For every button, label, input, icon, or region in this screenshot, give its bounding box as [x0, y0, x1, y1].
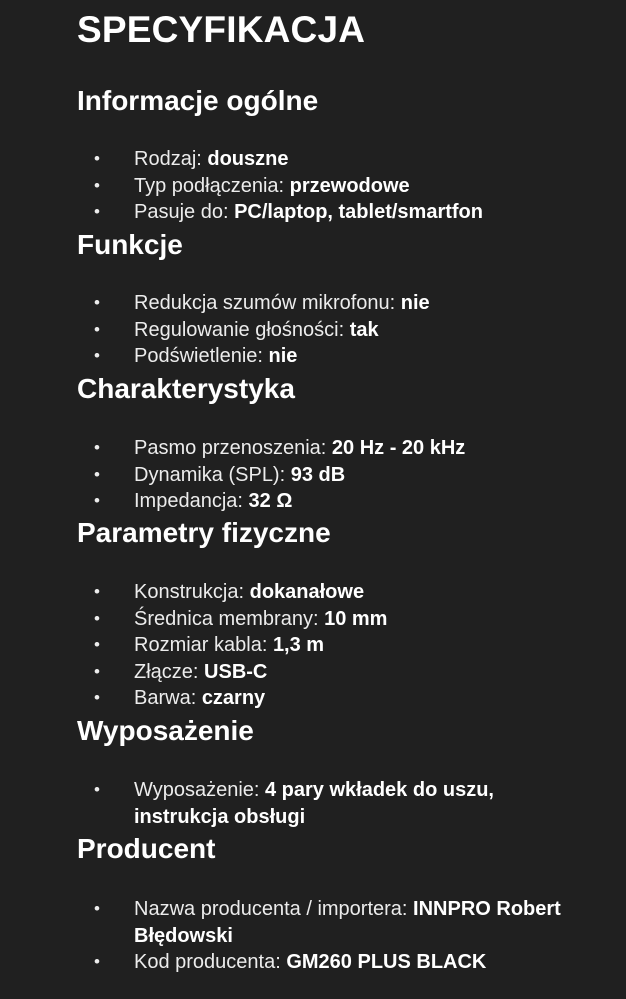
spec-value: 1,3 m	[272, 634, 325, 657]
spec-value: PC/laptop, tablet/smartfon	[234, 201, 483, 224]
spec-value: douszne	[207, 148, 289, 170]
list-item	[0, 199, 626, 226]
spec-label: Średnica membrany:	[134, 607, 325, 630]
spec-label: Rozmiar kabla:	[134, 634, 273, 657]
page-title: SPECYFIKACJA	[77, 9, 366, 50]
spec-label: Podświetlenie:	[134, 345, 269, 368]
list-item	[0, 896, 626, 949]
spec-value: nie	[400, 292, 430, 314]
spec-value: dokanałowe	[249, 581, 365, 603]
spec-label: Redukcja szumów mikrofonu:	[134, 292, 401, 314]
spec-value: GM260 PLUS BLACK	[286, 951, 487, 974]
spec-value: 32 Ω	[248, 490, 293, 513]
list-item	[0, 579, 626, 606]
spec-label: Barwa:	[134, 687, 202, 710]
section-heading-physical: Parametry fizyczne	[77, 517, 331, 548]
list-item	[0, 606, 626, 633]
spec-value: USB-C	[204, 660, 268, 683]
list-item	[0, 146, 626, 173]
section-heading-equipment: Wyposażenie	[77, 715, 254, 746]
list-item	[0, 659, 626, 686]
list-item	[0, 488, 626, 515]
list-item	[0, 462, 626, 489]
spec-label: Pasuje do:	[134, 201, 235, 224]
spec-value: czarny	[201, 687, 266, 710]
spec-label: Dynamika (SPL):	[134, 463, 291, 486]
spec-list-physical	[0, 579, 626, 712]
section-heading-functions: Funkcje	[77, 229, 183, 260]
list-item	[0, 685, 626, 712]
spec-label: Rodzaj:	[134, 148, 208, 170]
section-heading-general: Informacje ogólne	[77, 85, 319, 116]
spec-list-general	[0, 146, 626, 226]
spec-label: Pasmo przenoszenia:	[134, 437, 332, 459]
spec-list-characteristics	[0, 435, 626, 515]
list-item	[0, 317, 626, 344]
spec-list-functions	[0, 290, 626, 370]
spec-value: 20 Hz - 20 kHz	[331, 437, 466, 459]
spec-value: 4 pary wkładek do uszu, instrukcja obsługi	[134, 779, 494, 828]
spec-value: 10 mm	[324, 607, 388, 630]
spec-value: tak	[349, 318, 379, 341]
spec-label: Wyposażenie:	[134, 779, 265, 801]
spec-value: INNPRO Robert Błędowski	[134, 898, 561, 947]
list-item	[0, 435, 626, 462]
section-heading-characteristics: Charakterystyka	[77, 373, 295, 404]
spec-label: Nazwa producenta / importera:	[134, 898, 414, 920]
spec-label: Złącze:	[134, 660, 205, 683]
spec-value: 93 dB	[290, 463, 346, 486]
spec-label: Typ podłączenia:	[134, 174, 290, 197]
spec-label: Konstrukcja:	[134, 581, 250, 603]
section-heading-producer: Producent	[77, 833, 216, 864]
list-item	[0, 949, 626, 976]
spec-list-producer	[0, 896, 626, 976]
list-item	[0, 343, 626, 370]
list-item	[0, 173, 626, 200]
list-item	[0, 777, 626, 830]
list-item	[0, 290, 626, 317]
spec-label: Kod producenta:	[134, 951, 287, 974]
list-item	[0, 632, 626, 659]
spec-value: przewodowe	[289, 174, 410, 197]
spec-value: nie	[268, 345, 298, 368]
spec-list-equipment	[0, 777, 626, 830]
spec-label: Regulowanie głośności:	[134, 318, 350, 341]
spec-label: Impedancja:	[134, 490, 249, 513]
